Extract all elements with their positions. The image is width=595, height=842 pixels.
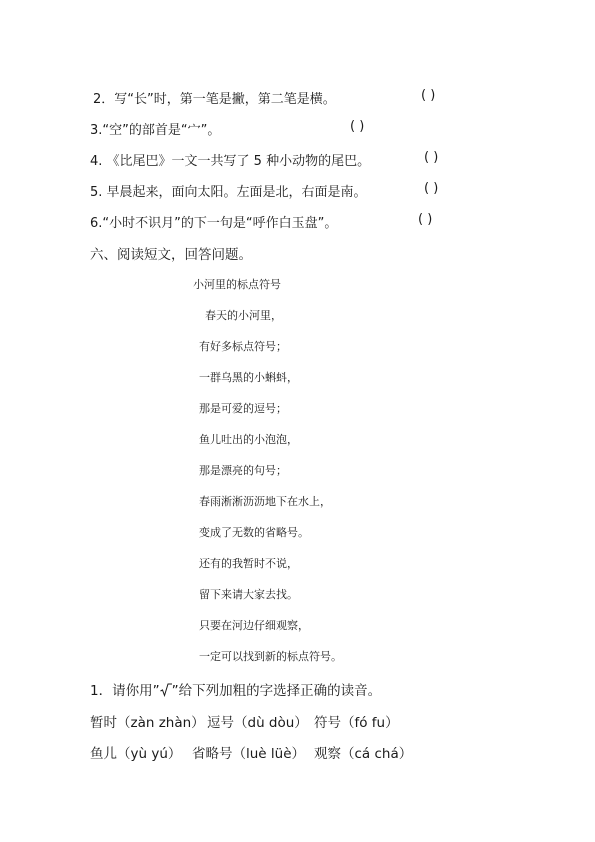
question-text: 3.“空”的部首是“宀”。 [90,123,221,138]
question-3 [0,119,595,137]
question-6 [0,212,595,230]
poem-line: 一群乌黑的小蝌蚪， [199,371,298,384]
subquestion-1 [90,679,381,699]
question-text: 5. 早晨起来，面向太阳。左面是北，右面是南。 [90,185,367,200]
answer-option[interactable]: 符号（fó fu） [314,715,399,731]
poem-line: 有好多标点符号； [199,340,287,353]
poem-line: 春天的小河里， [205,309,282,322]
poem-line: 留下来请大家去找。 [199,588,298,601]
poem-line: 那是漂亮的句号； [199,464,287,477]
question-5 [0,181,595,199]
answer-option[interactable]: 省略号（luè lüè） [192,746,306,762]
poem-line: 那是可爱的逗号； [199,402,287,415]
poem-line: 只要在河边仔细观察， [199,619,309,632]
sqrt-check-icon [160,683,172,697]
answer-option[interactable]: 暂时（zàn zhàn） [90,715,205,731]
answer-parentheses[interactable]: ( ) [424,150,439,165]
answer-option[interactable]: 鱼儿（yù yú） [90,746,182,762]
question-2 [0,88,595,106]
section-title: 六、阅读短文，回答问题。 [90,247,252,263]
poem-line: 一定可以找到新的标点符号。 [199,650,342,663]
answer-parentheses[interactable]: ( ) [424,181,439,196]
answer-parentheses[interactable]: ( ) [421,88,436,103]
poem-line: 春雨淅淅沥沥地下在水上， [199,495,331,508]
question-4 [0,150,595,168]
answer-parentheses[interactable]: ( ) [418,212,433,227]
question-text: 6.“小时不识月”的下一句是“呼作白玉盘”。 [90,216,338,231]
answer-option[interactable]: 逗号（dù dòu） [207,715,308,731]
poem-line: 还有的我暂时不说， [199,557,298,570]
poem-line: 变成了无数的省略号。 [199,526,309,539]
answer-parentheses[interactable]: ( ) [350,119,365,134]
answer-option[interactable]: 观察（cá chá） [314,746,413,762]
subquestion-suffix: ”给下列加粗的字选择正确的读音。 [171,683,382,699]
subquestion-prefix: 1．请你用” [90,683,160,699]
question-text: 4. 《比尾巴》一文一共写了 5 种小动物的尾巴。 [90,154,371,169]
poem-line: 鱼儿吐出的小泡泡， [199,433,298,446]
poem-title: 小河里的标点符号 [193,278,281,291]
question-text: 2．写“长”时，第一笔是撇，第二笔是横。 [93,92,336,107]
